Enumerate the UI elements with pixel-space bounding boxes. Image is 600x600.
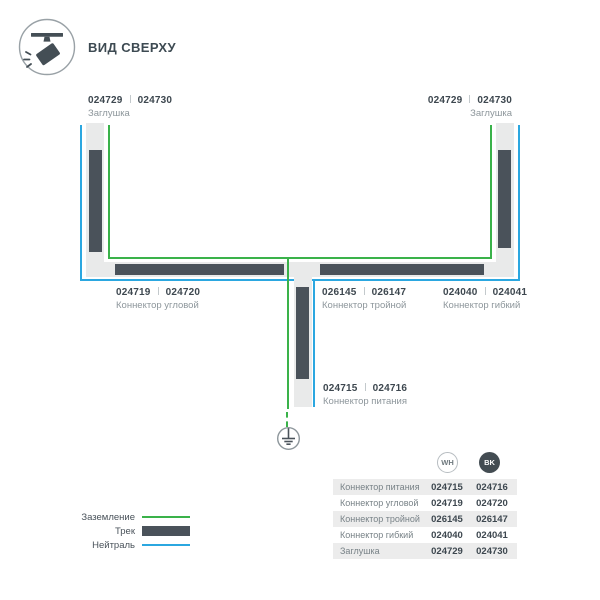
- parts-table-header: [333, 450, 517, 479]
- part-codes: 024729 024730: [427, 95, 512, 106]
- part-name: Коннектор питания: [323, 396, 407, 407]
- legend-item-neutral: [78, 538, 190, 552]
- legend-item-ground: [78, 510, 190, 524]
- row-code-wh: 024715: [431, 481, 463, 493]
- neutral-line-swatch: [142, 544, 190, 546]
- neutral-line-bottom-right: [312, 279, 520, 281]
- part-codes: 024040 024041: [443, 287, 528, 298]
- code-divider: [365, 383, 366, 391]
- table-row: [333, 479, 517, 495]
- row-code-bk: 026147: [476, 513, 508, 525]
- callout-triple-connector: [322, 287, 406, 312]
- code-divider: [364, 287, 365, 295]
- page-title: ВИД СВЕРХУ: [88, 40, 176, 55]
- part-name: Коннектор гибкий: [443, 300, 521, 311]
- ground-line-top: [108, 257, 492, 259]
- table-row: [333, 527, 517, 543]
- callout-power-connector: [323, 383, 407, 408]
- color-badge-white: WH: [437, 452, 458, 473]
- part-codes: 026145 026147: [322, 287, 407, 298]
- table-row: [333, 511, 517, 527]
- row-code-bk: 024041: [476, 529, 508, 541]
- color-badge-black: BK: [479, 452, 500, 473]
- ground-line-middle: [287, 257, 289, 409]
- legend: [78, 510, 190, 552]
- code-divider: [130, 95, 131, 103]
- ground-line-right: [490, 125, 492, 259]
- code-divider: [469, 95, 470, 103]
- legend-item-track: [78, 524, 190, 538]
- row-code-bk: 024730: [476, 545, 508, 557]
- row-code-wh: 024719: [431, 497, 463, 509]
- track-spotlight-icon: [18, 18, 76, 76]
- row-label: Заглушка: [340, 546, 380, 556]
- ground-line-swatch: [142, 516, 190, 518]
- neutral-line-left: [80, 125, 82, 281]
- row-code-wh: 024729: [431, 545, 463, 557]
- callout-flexible-connector: [443, 287, 527, 312]
- legend-label: Нейтраль: [92, 539, 135, 551]
- track-swatch: [142, 526, 190, 536]
- neutral-line-bottom-left: [80, 279, 294, 281]
- track-rail-horizontal-left: [115, 264, 284, 275]
- neutral-line-middle: [313, 281, 315, 407]
- neutral-line-right: [518, 125, 520, 281]
- code-divider: [158, 287, 159, 295]
- part-name: Заглушка: [470, 108, 512, 119]
- part-codes: 024729 024730: [88, 95, 173, 106]
- legend-label: Трек: [115, 525, 135, 537]
- track-rail-left: [89, 150, 102, 252]
- part-name: Коннектор тройной: [322, 300, 407, 311]
- callout-corner-connector: [116, 287, 200, 312]
- row-code-wh: 026145: [431, 513, 463, 525]
- row-label: Коннектор тройной: [340, 514, 420, 524]
- callout-end-cap-left: [88, 95, 172, 120]
- legend-label: Заземление: [81, 511, 135, 523]
- parts-table: [333, 450, 517, 559]
- ground-earth-icon: [276, 426, 301, 451]
- part-codes: 024719 024720: [116, 287, 201, 298]
- part-name: Коннектор угловой: [116, 300, 199, 311]
- track-rail-middle: [296, 287, 309, 379]
- callout-end-cap-right: [428, 95, 512, 120]
- part-codes: 024715 024716: [323, 383, 408, 394]
- row-label: Коннектор питания: [340, 482, 420, 492]
- row-code-bk: 024716: [476, 481, 508, 493]
- table-row: [333, 495, 517, 511]
- ground-line-dashed: [286, 412, 288, 427]
- row-label: Коннектор гибкий: [340, 530, 414, 540]
- code-divider: [485, 287, 486, 295]
- row-code-wh: 024040: [431, 529, 463, 541]
- track-rail-horizontal-right: [320, 264, 484, 275]
- row-code-bk: 024720: [476, 497, 508, 509]
- table-row: [333, 543, 517, 559]
- row-label: Коннектор угловой: [340, 498, 419, 508]
- part-name: Заглушка: [88, 108, 130, 119]
- track-rail-right: [498, 150, 511, 248]
- ground-line-left: [108, 125, 110, 259]
